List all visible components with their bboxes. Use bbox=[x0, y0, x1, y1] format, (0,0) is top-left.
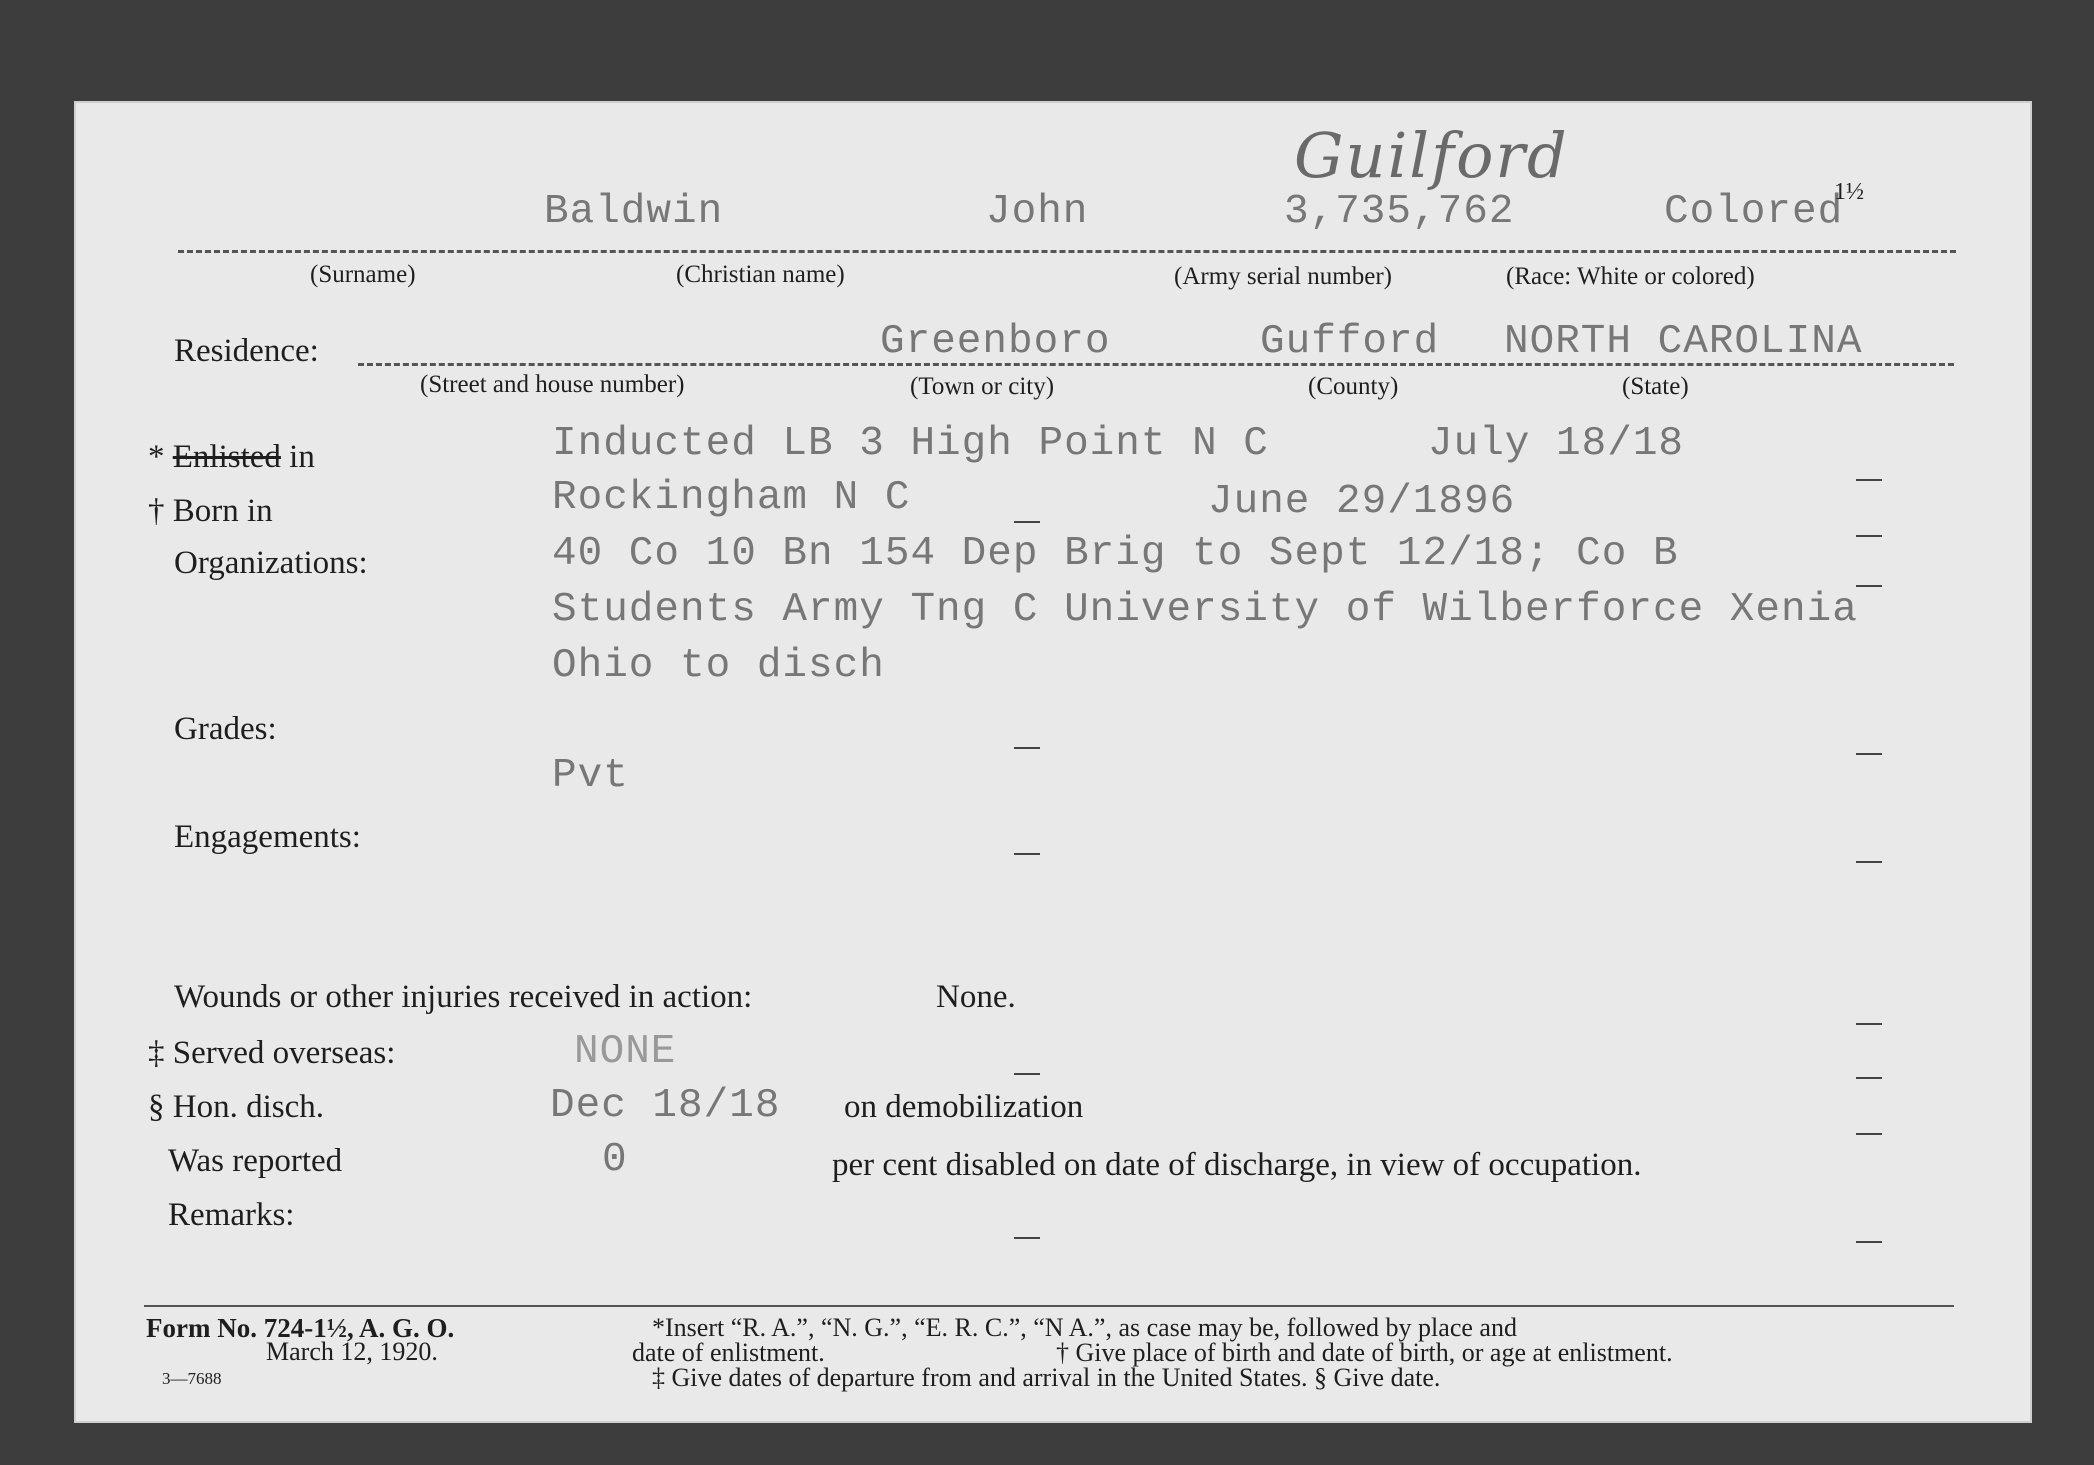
form-date: March 12, 1920. bbox=[266, 1337, 438, 1366]
residence-county: Gufford bbox=[1260, 319, 1440, 365]
rule-mark bbox=[1856, 861, 1882, 863]
christian-caption: (Christian name) bbox=[676, 261, 845, 288]
born-place: Rockingham N C bbox=[552, 475, 911, 521]
born-label bbox=[148, 493, 273, 530]
residence-label: Residence: bbox=[174, 333, 319, 369]
street-caption: (Street and house number) bbox=[420, 371, 685, 398]
overseas-value: NONE bbox=[574, 1029, 677, 1075]
header-underline bbox=[178, 250, 1956, 253]
state-caption: (State) bbox=[1622, 373, 1689, 400]
dagger-marker: † bbox=[148, 493, 165, 529]
serial-caption: (Army serial number) bbox=[1174, 263, 1392, 290]
race-caption: (Race: White or colored) bbox=[1506, 263, 1755, 290]
discharge-reason: on demobilization bbox=[844, 1089, 1084, 1125]
footnote-line2a: date of enlistment. bbox=[632, 1338, 825, 1367]
form-number: Form No. 724-1½, A. G. O. bbox=[146, 1313, 455, 1343]
reported-label: Was reported bbox=[168, 1143, 343, 1179]
wounds-value: None. bbox=[936, 979, 1016, 1015]
rule-mark bbox=[1856, 753, 1882, 755]
double-dagger-marker: ‡ bbox=[148, 1035, 165, 1071]
asterisk-marker: * bbox=[148, 439, 165, 475]
engagements-label: Engagements: bbox=[174, 819, 361, 855]
surname-caption: (Surname) bbox=[310, 261, 416, 288]
residence-underline bbox=[358, 363, 1954, 366]
remarks-label: Remarks: bbox=[168, 1197, 295, 1233]
born-label-text: Born in bbox=[172, 493, 273, 529]
organizations-label: Organizations: bbox=[174, 545, 368, 581]
enlisted-date: July 18/18 bbox=[1428, 421, 1685, 467]
organizations-line3: Ohio to disch bbox=[552, 643, 885, 689]
rule-mark bbox=[1856, 1023, 1882, 1025]
surname-value: Baldwin bbox=[544, 189, 724, 235]
discharge-label bbox=[148, 1089, 324, 1126]
reported-value: 0 bbox=[602, 1137, 628, 1183]
rule-mark bbox=[1014, 1237, 1040, 1239]
service-record-card bbox=[74, 101, 2032, 1423]
organizations-line2: Students Army Tng C University of Wilberforce Xenia bbox=[552, 587, 1858, 633]
rule-mark bbox=[1014, 1073, 1040, 1075]
footnote-line1: *Insert “R. A.”, “N. G.”, “E. R. C.”, “N A.”, as case may be, followed by place and bbox=[652, 1313, 1517, 1342]
enlisted-in-word: in bbox=[280, 439, 315, 475]
wounds-label: Wounds or other injuries received in action: bbox=[174, 979, 753, 1015]
overseas-label-text: Served overseas: bbox=[172, 1035, 396, 1071]
rule-mark bbox=[1856, 1077, 1882, 1079]
christian-name-value: John bbox=[986, 189, 1089, 235]
enlisted-struck-word: Enlisted bbox=[172, 439, 281, 475]
rule-mark bbox=[1014, 853, 1040, 855]
reported-text: per cent disabled on date of discharge, in view of occupation. bbox=[832, 1147, 1642, 1183]
residence-state: NORTH CAROLINA bbox=[1504, 319, 1863, 365]
overseas-label bbox=[148, 1035, 395, 1072]
rule-mark bbox=[1856, 479, 1882, 481]
rule-mark bbox=[1856, 1133, 1882, 1135]
serial-number-value: 3,735,762 bbox=[1284, 189, 1515, 235]
handwritten-county: Guilford bbox=[1294, 119, 1569, 192]
grades-label: Grades: bbox=[174, 711, 277, 747]
footer-rule bbox=[144, 1305, 1954, 1307]
form-code: 3—7688 bbox=[162, 1369, 222, 1388]
discharge-date: Dec 18/18 bbox=[550, 1083, 781, 1129]
rule-mark bbox=[1856, 1241, 1882, 1243]
born-date: June 29/1896 bbox=[1208, 479, 1516, 525]
residence-town: Greenboro bbox=[880, 319, 1111, 365]
discharge-label-text: Hon. disch. bbox=[172, 1089, 324, 1125]
organizations-line1: 40 Co 10 Bn 154 Dep Brig to Sept 12/18; Co B bbox=[552, 531, 1679, 577]
county-caption: (County) bbox=[1308, 373, 1399, 400]
town-caption: (Town or city) bbox=[910, 373, 1055, 400]
grades-value: Pvt bbox=[552, 753, 629, 799]
rule-mark bbox=[1856, 585, 1882, 587]
enlisted-label bbox=[148, 439, 315, 476]
enlisted-value: Inducted LB 3 High Point N C bbox=[552, 421, 1269, 467]
race-value: Colored bbox=[1664, 189, 1844, 235]
section-marker: § bbox=[148, 1089, 165, 1125]
rule-mark bbox=[1014, 747, 1040, 749]
footnote-line2b: † Give place of birth and date of birth, or age at enlistment. bbox=[1056, 1338, 1673, 1367]
rule-mark bbox=[1856, 535, 1882, 537]
rule-mark bbox=[1014, 521, 1040, 523]
footnote-line3: ‡ Give dates of departure from and arrival in the United States. § Give date. bbox=[652, 1363, 1441, 1392]
form-mark: 1½ bbox=[1834, 179, 1864, 205]
